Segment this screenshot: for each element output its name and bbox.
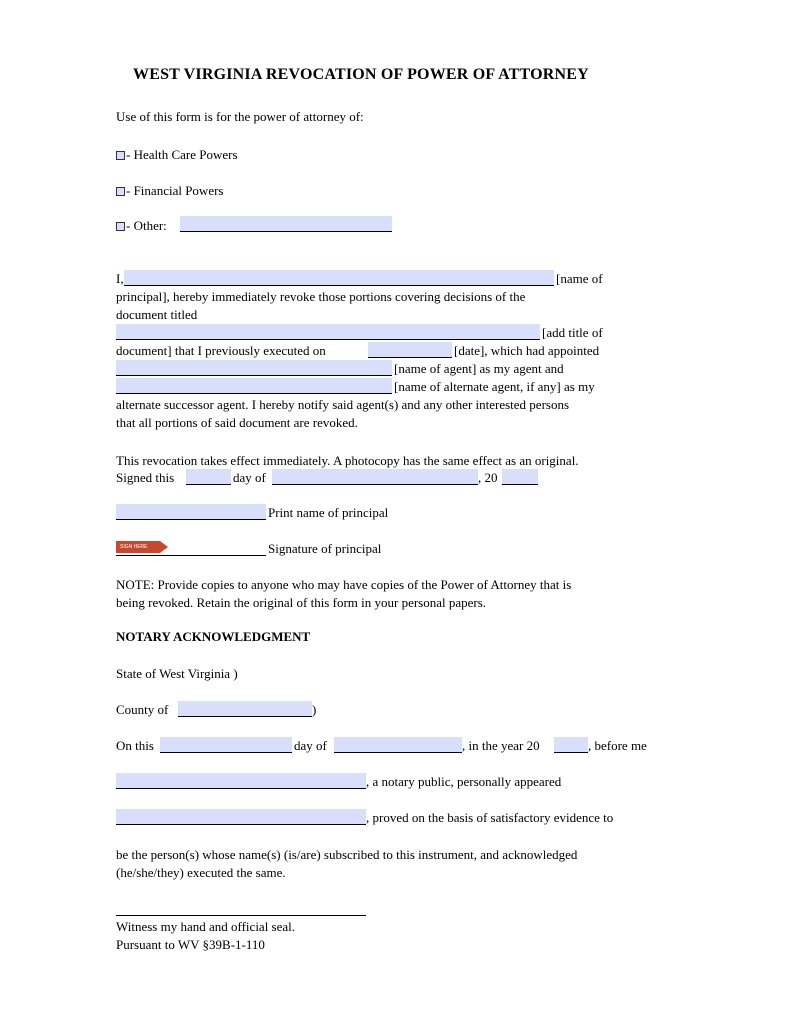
body-line-8: alternate successor agent. I hereby notify said agent(s) and any other interested persons <box>116 397 570 412</box>
i-label: I, <box>116 271 124 286</box>
body-line-9: that all portions of said document are revoked. <box>116 415 358 430</box>
note-line-2: being revoked. Retain the original of this form in your personal papers. <box>116 595 487 610</box>
document-title-field[interactable] <box>116 324 540 340</box>
intro-text: Use of this form is for the power of attorney of: <box>116 109 364 124</box>
signed-month-field[interactable] <box>272 469 478 485</box>
page-title: WEST VIRGINIA REVOCATION OF POWER OF ATTORNEY <box>133 66 589 83</box>
other-field[interactable] <box>180 216 392 232</box>
notary-signature-line[interactable] <box>116 900 366 916</box>
other-label: - Other: <box>126 218 167 233</box>
year-prefix-label: , 20 <box>478 470 498 485</box>
pursuant-text: Pursuant to WV §39B-1-110 <box>116 937 265 952</box>
health-care-checkbox[interactable] <box>116 151 125 160</box>
notary-month-field[interactable] <box>334 737 462 753</box>
witness-text: Witness my hand and official seal. <box>116 919 296 934</box>
on-this-label: On this <box>116 738 154 753</box>
document-executed-label: document] that I previously executed on <box>116 343 326 358</box>
before-me-label: , before me <box>588 738 647 753</box>
note-line-1: NOTE: Provide copies to anyone who may have copies of the Power of Attorney that is <box>116 577 572 592</box>
principal-name-field[interactable] <box>124 270 554 286</box>
day-of-label: day of <box>233 470 266 485</box>
state-label: State of West Virginia ) <box>116 666 238 681</box>
executed-text: (he/she/they) executed the same. <box>116 865 286 880</box>
executed-date-field[interactable] <box>368 342 452 358</box>
alternate-agent-label: [name of alternate agent, if any] as my <box>394 379 595 394</box>
other-checkbox[interactable] <box>116 222 125 231</box>
notary-year-field[interactable] <box>554 737 588 753</box>
signed-year-field[interactable] <box>502 469 538 485</box>
signature-label: Signature of principal <box>268 541 382 556</box>
proved-label: , proved on the basis of satisfactory evidence to <box>366 810 614 825</box>
print-name-field[interactable] <box>116 504 266 520</box>
county-close: ) <box>312 702 317 717</box>
notary-public-name-field[interactable] <box>116 773 366 789</box>
in-the-year-label: , in the year 20 <box>462 738 540 753</box>
financial-checkbox[interactable] <box>116 187 125 196</box>
agent-name-field[interactable] <box>116 360 392 376</box>
add-title-label: [add title of <box>542 325 603 340</box>
county-label: County of <box>116 702 169 717</box>
body-line-2: principal], hereby immediately revoke those portions covering decisions of the <box>116 289 526 304</box>
body-line-3: document titled <box>116 307 198 322</box>
county-field[interactable] <box>178 701 312 717</box>
be-persons-text: be the person(s) whose name(s) (is/are) subscribed to this instrument, and acknowledged <box>116 847 578 862</box>
alternate-agent-field[interactable] <box>116 378 392 394</box>
notary-heading: NOTARY ACKNOWLEDGMENT <box>116 629 311 644</box>
agent-label: [name of agent] as my agent and <box>394 361 564 376</box>
print-name-label: Print name of principal <box>268 505 389 520</box>
signed-day-field[interactable] <box>186 469 231 485</box>
effect-text: This revocation takes effect immediately. A photocopy has the same effect as an original. <box>116 453 579 468</box>
signed-this-label: Signed this <box>116 470 175 485</box>
date-appointed-label: [date], which had appointed <box>454 343 600 358</box>
notary-day-of-label: day of <box>294 738 327 753</box>
appeared-person-field[interactable] <box>116 809 366 825</box>
health-care-label: - Health Care Powers <box>126 147 238 162</box>
financial-label: - Financial Powers <box>126 183 224 198</box>
name-of-label: [name of <box>556 271 603 286</box>
notary-day-field[interactable] <box>160 737 292 753</box>
notary-public-label: , a notary public, personally appeared <box>366 774 562 789</box>
sign-here-tag: SIGN HERE <box>116 541 160 553</box>
